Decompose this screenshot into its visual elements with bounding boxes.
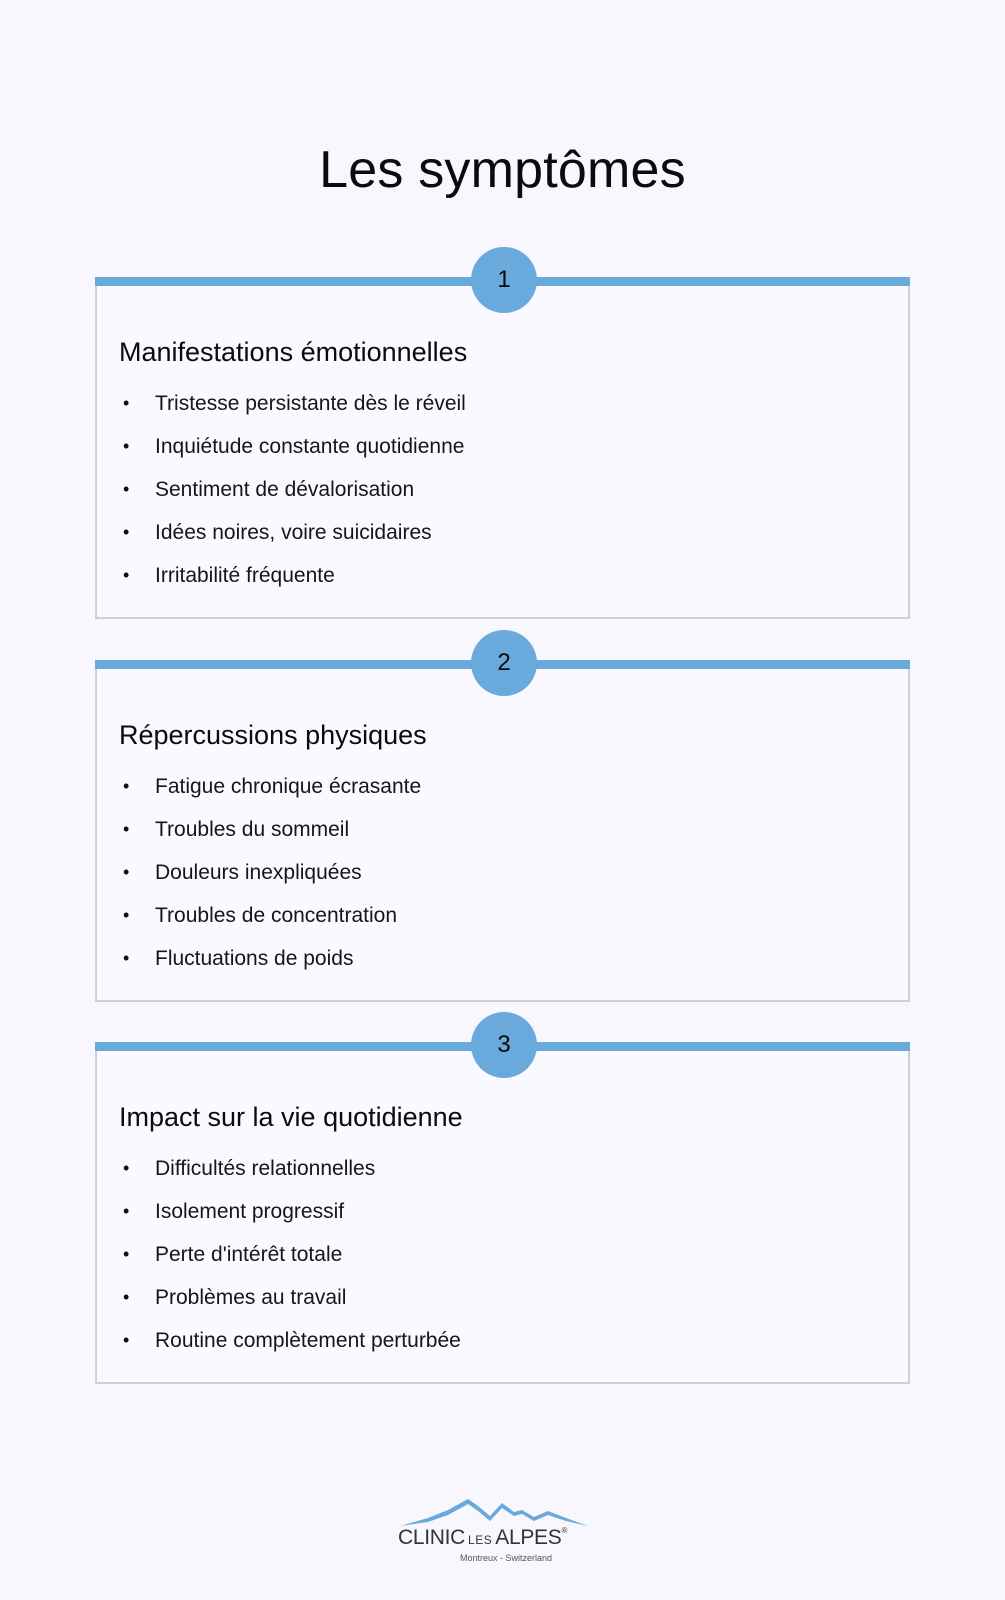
list-item (119, 511, 466, 554)
list-item-text: Troubles du sommeil (155, 817, 350, 841)
list-item (119, 851, 421, 894)
logo-text-alpes: ALPES (495, 1526, 562, 1549)
step-number-badge: 1 (471, 247, 537, 313)
list-item (119, 1147, 461, 1190)
bullet-icon: • (123, 1330, 130, 1350)
list-item (119, 1190, 461, 1233)
bullet-icon: • (123, 1287, 130, 1307)
registered-mark: ® (561, 1526, 568, 1535)
list-item (119, 425, 466, 468)
symptom-list (119, 382, 466, 597)
bullet-icon: • (123, 479, 130, 499)
list-item-text: Idées noires, voire suicidaires (155, 520, 432, 544)
list-item (119, 382, 466, 425)
list-item-text: Routine complètement perturbée (155, 1328, 461, 1352)
bullet-icon: • (123, 1244, 130, 1264)
list-item (119, 468, 466, 511)
list-item (119, 894, 421, 937)
logo-wordmark (398, 1526, 608, 1550)
bullet-icon: • (123, 948, 130, 968)
list-item-text: Inquiétude constante quotidienne (155, 434, 465, 458)
clinic-logo (398, 1494, 608, 1564)
list-item-text: Problèmes au travail (155, 1285, 347, 1309)
bullet-icon: • (123, 1201, 130, 1221)
bullet-icon: • (123, 905, 130, 925)
bullet-icon: • (123, 436, 130, 456)
symptom-list (119, 1147, 461, 1362)
list-item-text: Troubles de concentration (155, 903, 398, 927)
list-item-text: Fatigue chronique écrasante (155, 774, 422, 798)
list-item-text: Difficultés relationnelles (155, 1156, 376, 1180)
logo-text-les: LES (468, 1533, 493, 1547)
list-item (119, 937, 421, 980)
step-number-badge: 3 (471, 1012, 537, 1078)
symptom-list (119, 765, 421, 980)
list-item (119, 1233, 461, 1276)
list-item-text: Douleurs inexpliquées (155, 860, 362, 884)
page-title: Les symptômes (319, 141, 686, 199)
step-number-badge: 2 (471, 630, 537, 696)
bullet-icon: • (123, 776, 130, 796)
bullet-icon: • (123, 393, 130, 413)
logo-text-clinic: CLINIC (398, 1526, 466, 1549)
bullet-icon: • (123, 1158, 130, 1178)
list-item-text: Isolement progressif (155, 1199, 345, 1223)
list-item (119, 1276, 461, 1319)
list-item (119, 554, 466, 597)
list-item-text: Perte d'intérêt totale (155, 1242, 343, 1266)
list-item-text: Irritabilité fréquente (155, 563, 335, 587)
bullet-icon: • (123, 565, 130, 585)
bullet-icon: • (123, 522, 130, 542)
bullet-icon: • (123, 862, 130, 882)
list-item-text: Fluctuations de poids (155, 946, 354, 970)
list-item (119, 808, 421, 851)
logo-tagline: Montreux - Switzerland (459, 1553, 553, 1563)
section-heading: Répercussions physiques (119, 720, 427, 750)
section-heading: Impact sur la vie quotidienne (119, 1102, 463, 1132)
section-heading: Manifestations émotionnelles (119, 337, 468, 367)
mountain-icon (398, 1494, 598, 1528)
bullet-icon: • (123, 819, 130, 839)
list-item-text: Sentiment de dévalorisation (155, 477, 415, 501)
list-item (119, 1319, 461, 1362)
list-item-text: Tristesse persistante dès le réveil (155, 391, 466, 415)
list-item (119, 765, 421, 808)
